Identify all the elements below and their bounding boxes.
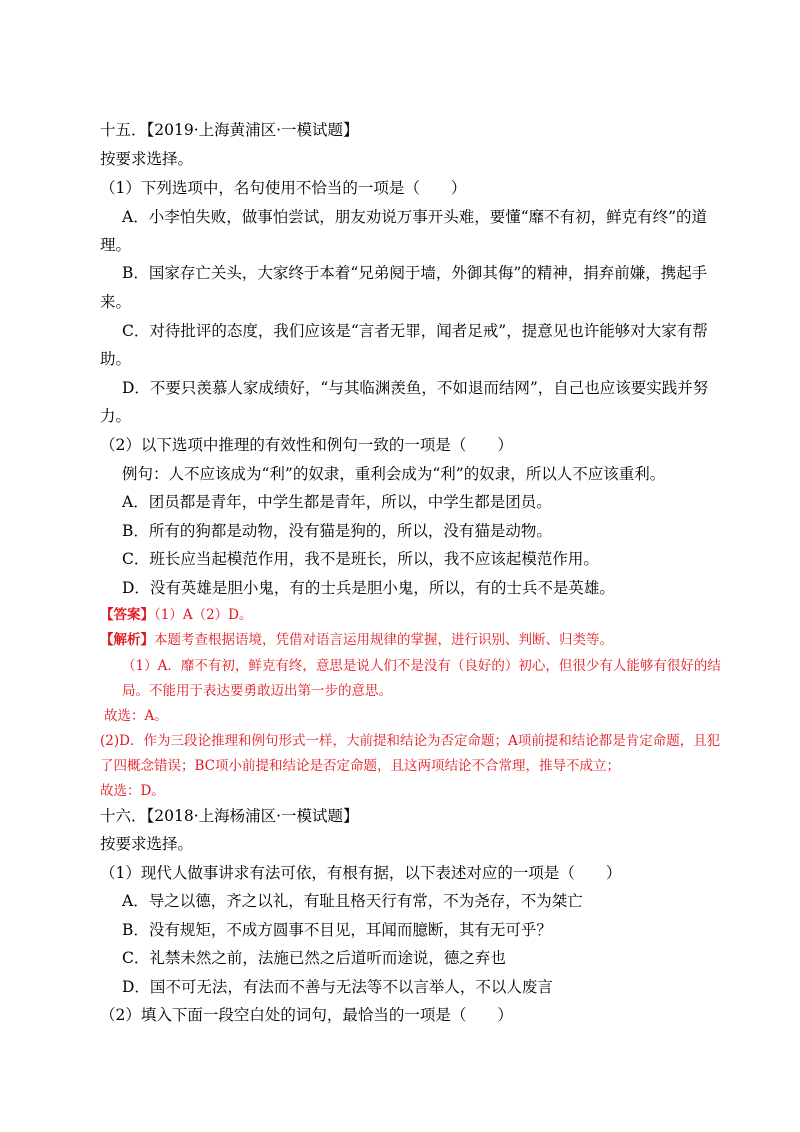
q15-part1-option-a: A．小李怕失败，做事怕尝试，朋友劝说万事开头难，要懂“靡不有初，鲜克有终”的道: [122, 208, 708, 226]
q16-part1-stem: （1）现代人做事讲求有法可依，有根有据，以下表述对应的一项是（ ）: [100, 864, 622, 882]
q15-part1-option-c-cont: 助。: [100, 350, 132, 368]
q15-analysis-part2-cont: 了四概念错误；BC项小前提和结论是否定命题，且这两项结论不合常理，推导不成立；: [100, 758, 620, 774]
q15-part1-option-d: D．不要只羡慕人家成绩好，“与其临渊羡鱼，不如退而结网”，自己也应该要实践并努: [122, 379, 709, 397]
q15-analysis-choice2: 故选：D。: [100, 783, 165, 799]
q15-part1-option-b: B．国家存亡关头，大家终于本着“兄弟阋于墙，外御其侮”的精神，捐弃前嫌，携起手: [122, 264, 708, 282]
q15-answer: [100, 605, 253, 625]
q16-part1-option-c: C．礼禁未然之前，法施已然之后道听而途说，德之弃也: [122, 949, 506, 967]
q15-part2-option-d: D．没有英雄是胆小鬼，有的士兵是胆小鬼，所以，有的士兵不是英雄。: [122, 579, 615, 597]
q15-part2-stem: （2）以下选项中推理的有效性和例句一致的一项是（ ）: [100, 436, 513, 454]
q15-analysis-part1: （1）A．靡不有初，鲜克有终，意思是说人们不是没有（良好的）初心，但很少有人能够有很好的结: [122, 658, 721, 674]
analysis-tag: 【解析】: [100, 632, 154, 648]
q15-part2-option-a: A．团员都是青年，中学生都是青年，所以，中学生都是团员。: [122, 493, 552, 511]
q15-header: 十五．【2019·上海黄浦区·一模试题】: [100, 121, 359, 139]
q16-instruction: 按要求选择。: [100, 835, 194, 853]
q15-part1-option-c: C．对待批评的态度，我们应该是“言者无罪，闻者足戒”，提意见也许能够对大家有帮: [122, 322, 708, 340]
q15-part1-stem: （1）下列选项中，名句使用不恰当的一项是（ ）: [100, 179, 467, 197]
answer-tag: 【答案】: [100, 607, 154, 623]
q16-part1-option-a: A．导之以德，齐之以礼，有耻且格天行有常，不为尧存，不为桀亡: [122, 892, 583, 910]
q15-analysis: [100, 630, 613, 650]
analysis-text: 本题考查根据语境，凭借对语言运用规律的掌握，进行识别、判断、归类等。: [154, 632, 613, 648]
q15-analysis-part2: (2)D．作为三段论推理和例句形式一样，大前提和结论为否定命题；A项前提和结论都是肯定命题，且犯: [100, 733, 721, 749]
q15-analysis-part1-cont: 局。不能用于表达要勇敢迈出第一步的意思。: [122, 683, 392, 699]
q16-part2-stem: （2）填入下面一段空白处的词句，最恰当的一项是（ ）: [100, 1006, 513, 1024]
q15-part2-example: 例句：人不应该成为“利”的奴隶，重利会成为“利”的奴隶，所以人不应该重利。: [122, 465, 666, 483]
q15-part2-option-b: B．所有的狗都是动物，没有猫是狗的，所以，没有猫是动物。: [122, 522, 552, 540]
answer-text: （1）A（2）D。: [154, 607, 253, 623]
q15-part1-option-a-cont: 理。: [100, 236, 132, 254]
q16-part1-option-d: D．国不可无法，有法而不善与无法等不以言举人，不以人废言: [122, 978, 553, 996]
q15-part1-option-b-cont: 来。: [100, 293, 132, 311]
q16-part1-option-b: B．没有规矩，不成方圆事不目见，耳闻而臆断，其有无可乎？: [122, 921, 552, 939]
q15-part1-option-d-cont: 力。: [100, 407, 132, 425]
q15-instruction: 按要求选择。: [100, 150, 194, 168]
q15-analysis-choice1: 故选：A。: [104, 708, 168, 724]
q15-part2-option-c: C．班长应当起模范作用，我不是班长，所以，我不应该起模范作用。: [122, 550, 599, 568]
q16-header: 十六．【2018·上海杨浦区·一模试题】: [100, 807, 359, 825]
